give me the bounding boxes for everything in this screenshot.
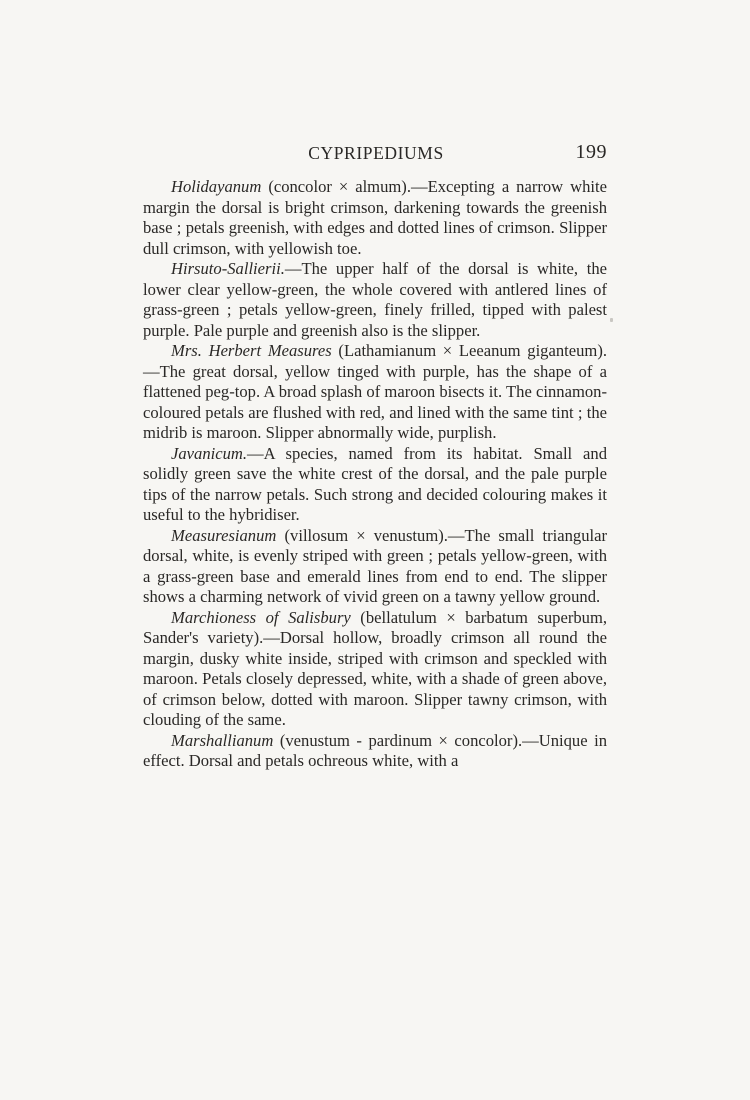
entry-holidayanum: [143, 177, 607, 259]
entry-description: (venustum - pardinum × concolor).—Unique in effect. Dorsal and petals ochreous white, with a: [143, 730, 607, 770]
entry-javanicum: [143, 444, 607, 526]
entry-name: Measuresianum: [171, 525, 277, 545]
entry-description: (Lathamianum × Leeanum giganteum).—The great dorsal, yellow tinged with purple, has the shape of a flattened peg-top. A broad splash of maroon bisects it. The cinnamon-coloured petals are flushed with red, and lined with the same tint ; the midrib is maroon. Slipper abnormally wide, purplish.: [143, 341, 607, 442]
entry-marchioness-of-salisbury: [143, 608, 607, 731]
body-text: [143, 177, 607, 772]
entry-name: Marchioness of Salisbury: [171, 607, 351, 627]
page-number: 199: [575, 141, 607, 163]
paper-speck: [610, 318, 613, 322]
entry-mrs-herbert-measures: [143, 341, 607, 444]
entry-name: Javanicum.: [171, 443, 248, 463]
entry-name: Hirsuto-Sallierii.: [171, 259, 285, 278]
entry-name: Mrs. Herbert Measures: [171, 341, 332, 360]
entry-description: (concolor × almum).—Excepting a narrow white margin the dorsal is bright crimson, darkening towards the greenish base ; petals greenish, with edges and dotted lines of crimson. Slipper dull crimson, with yellowish toe.: [143, 177, 607, 258]
entry-hirsuto-sallierii: [143, 259, 607, 341]
entry-description: —A species, named from its habitat. Small and solidly green save the white crest of the dorsal, and the pale purple tips of the narrow petals. Such strong and decided colouring makes it useful to the hybridiser.: [143, 443, 607, 524]
entry-description: (bellatulum × barbatum superbum, Sander's variety).—Dorsal hollow, broadly crimson all round the margin, dusky white inside, striped with crimson and speckled with maroon. Petals closely depressed, white, with a shade of green above, of crimson below, dotted with maroon. Slipper tawny crimson, with clouding of the same.: [143, 607, 607, 729]
running-title: CYPRIPEDIUMS: [308, 143, 444, 163]
entry-description: (villosum × venustum).—The small triangular dorsal, white, is evenly striped with green ; petals yellow-green, with a grass-green base and emerald lines from end to end. The slipper shows a charming network of vivid green on a tawny yellow ground.: [143, 525, 607, 606]
entry-name: Marshallianum: [171, 730, 274, 750]
running-head: [145, 141, 607, 167]
entry-measuresianum: [143, 526, 607, 608]
entry-marshallianum: [143, 731, 607, 772]
entry-description: —The upper half of the dorsal is white, the lower clear yellow-green, the whole covered with antlered lines of grass-green ; petals yellow-green, finely frilled, tipped with palest purple. Pale purple and greenish also is the slipper.: [143, 259, 607, 340]
entry-name: Holidayanum: [171, 177, 262, 196]
